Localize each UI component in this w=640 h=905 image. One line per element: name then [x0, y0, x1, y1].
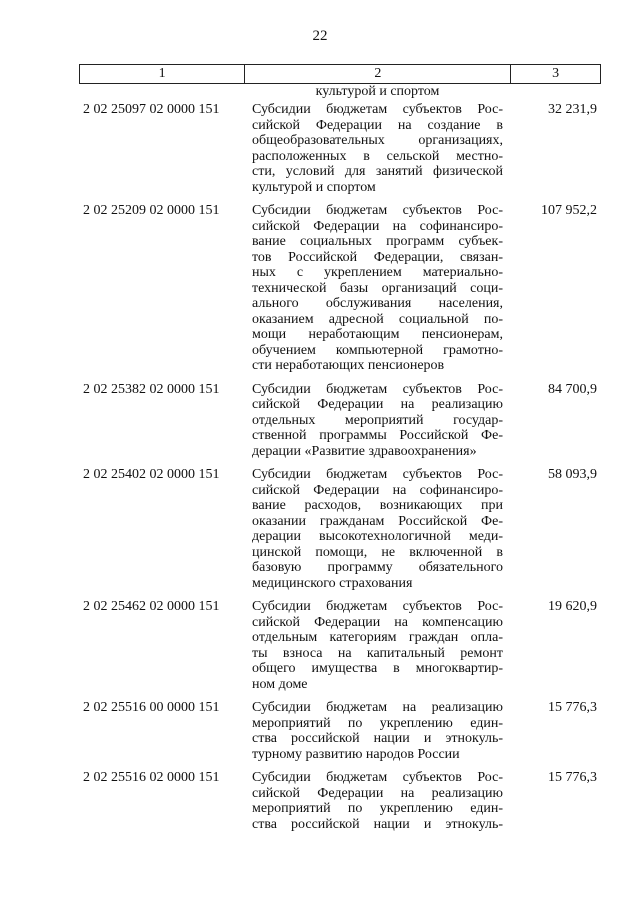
description-line: мероприятий по укреплению един- — [252, 801, 503, 816]
description-line: культурой и спортом — [252, 179, 376, 195]
description-line: Субсидии бюджетам субъектов Рос- — [252, 770, 503, 785]
budget-table — [79, 64, 601, 832]
description-line: сти, условий для занятий физической — [252, 164, 503, 179]
amount: 15 776,3 — [548, 770, 597, 785]
continued-description: культурой и спортом — [315, 84, 440, 99]
description-line: сийской Федерации на компенсацию — [252, 614, 503, 630]
description-line: Субсидии бюджетам субъектов Рос- — [252, 467, 503, 482]
description-line: ства российской нации и этнокуль- — [252, 731, 503, 746]
revenue-description — [244, 700, 511, 762]
table-body — [79, 102, 601, 832]
table-row — [79, 599, 601, 692]
description-line: обучением компьютерной грамотно- — [252, 342, 503, 358]
revenue-code: 2 02 25516 00 0000 151 — [83, 700, 220, 715]
description-line: мероприятий по укреплению един- — [252, 715, 503, 731]
description-line: сийской Федерации на реализацию — [252, 397, 503, 412]
description-line: медицинского страхования — [252, 575, 413, 591]
description-line: оказании гражданам Российской Фе- — [252, 513, 503, 529]
table-row — [79, 770, 601, 832]
revenue-description — [244, 102, 511, 195]
description-line: оказанием адресной социальной по- — [252, 311, 503, 327]
table-row — [79, 203, 601, 374]
description-line: сийской Федерации на софинансиро- — [252, 218, 503, 234]
description-line: турному развитию народов России — [252, 746, 460, 762]
description-line: ства российской нации и этнокуль- — [252, 816, 503, 832]
description-line: общего имущества в многоквартир- — [252, 661, 503, 676]
revenue-description — [244, 467, 511, 591]
header-cell-1: 1 — [158, 66, 166, 81]
description-line: сти неработающих пенсионеров — [252, 358, 445, 373]
table-row — [79, 467, 601, 591]
amount: 58 093,9 — [548, 467, 597, 482]
description-line: вание расходов, возникающих при — [252, 498, 503, 513]
revenue-description — [244, 770, 511, 832]
header-cell-2: 2 — [244, 65, 510, 83]
description-line: Субсидии бюджетам субъектов Рос- — [252, 599, 503, 614]
revenue-code: 2 02 25097 02 0000 151 — [83, 102, 220, 117]
description-line: вание социальных программ субъек- — [252, 234, 503, 249]
description-line: отдельным категориям граждан опла- — [252, 630, 503, 645]
description-line: тов Российской Федерации, связан- — [252, 249, 503, 265]
revenue-code: 2 02 25462 02 0000 151 — [83, 599, 220, 614]
page-number: 22 — [312, 28, 328, 44]
description-line: дерации «Развитие здравоохранения» — [252, 443, 477, 459]
amount: 107 952,2 — [541, 203, 597, 218]
revenue-code: 2 02 25209 02 0000 151 — [83, 203, 220, 218]
amount: 15 776,3 — [548, 700, 597, 715]
description-line: общеобразовательных организациях, — [252, 133, 503, 148]
description-line: дерации высокотехнологичной меди- — [252, 529, 503, 544]
amount: 32 231,9 — [548, 102, 597, 117]
description-line: цинской помощи, не включенной в — [252, 544, 503, 560]
table-row — [79, 382, 601, 460]
description-line: сийской Федерации на софинансиро- — [252, 482, 503, 498]
description-line: Субсидии бюджетам на реализацию — [252, 700, 503, 715]
table-row — [79, 700, 601, 762]
amount: 19 620,9 — [548, 599, 597, 614]
description-line: Субсидии бюджетам субъектов Рос- — [252, 381, 503, 397]
description-line: базовую программу обязательного — [252, 560, 503, 575]
description-line: расположенных в сельской местно- — [252, 148, 503, 164]
revenue-description — [244, 203, 511, 374]
revenue-code: 2 02 25516 02 0000 151 — [83, 770, 220, 785]
description-line: ном доме — [252, 676, 308, 692]
revenue-description — [244, 599, 511, 692]
revenue-description — [244, 382, 511, 460]
table-header — [79, 64, 601, 84]
header-cell-3: 3 — [510, 65, 600, 83]
description-line: ты взноса на капитальный ремонт — [252, 645, 503, 661]
description-line: ального обслуживания населения, — [252, 296, 503, 311]
amount: 84 700,9 — [548, 381, 597, 397]
description-line: Субсидии бюджетам субъектов Рос- — [252, 102, 503, 117]
description-line: мощи неработающим пенсионерам, — [252, 327, 503, 342]
description-line: сийской Федерации на реализацию — [252, 785, 503, 801]
description-line: ных с укреплением материально- — [252, 265, 503, 280]
description-line: ственной программы Российской Фе- — [252, 428, 503, 443]
revenue-code: 2 02 25382 02 0000 151 — [83, 381, 220, 397]
table-row — [79, 102, 601, 195]
description-line: отдельных мероприятий государ- — [252, 412, 503, 428]
description-line: технической базы организаций соци- — [252, 280, 503, 296]
description-line: сийской Федерации на создание в — [252, 117, 503, 133]
revenue-code: 2 02 25402 02 0000 151 — [83, 467, 220, 482]
description-line: Субсидии бюджетам субъектов Рос- — [252, 203, 503, 218]
